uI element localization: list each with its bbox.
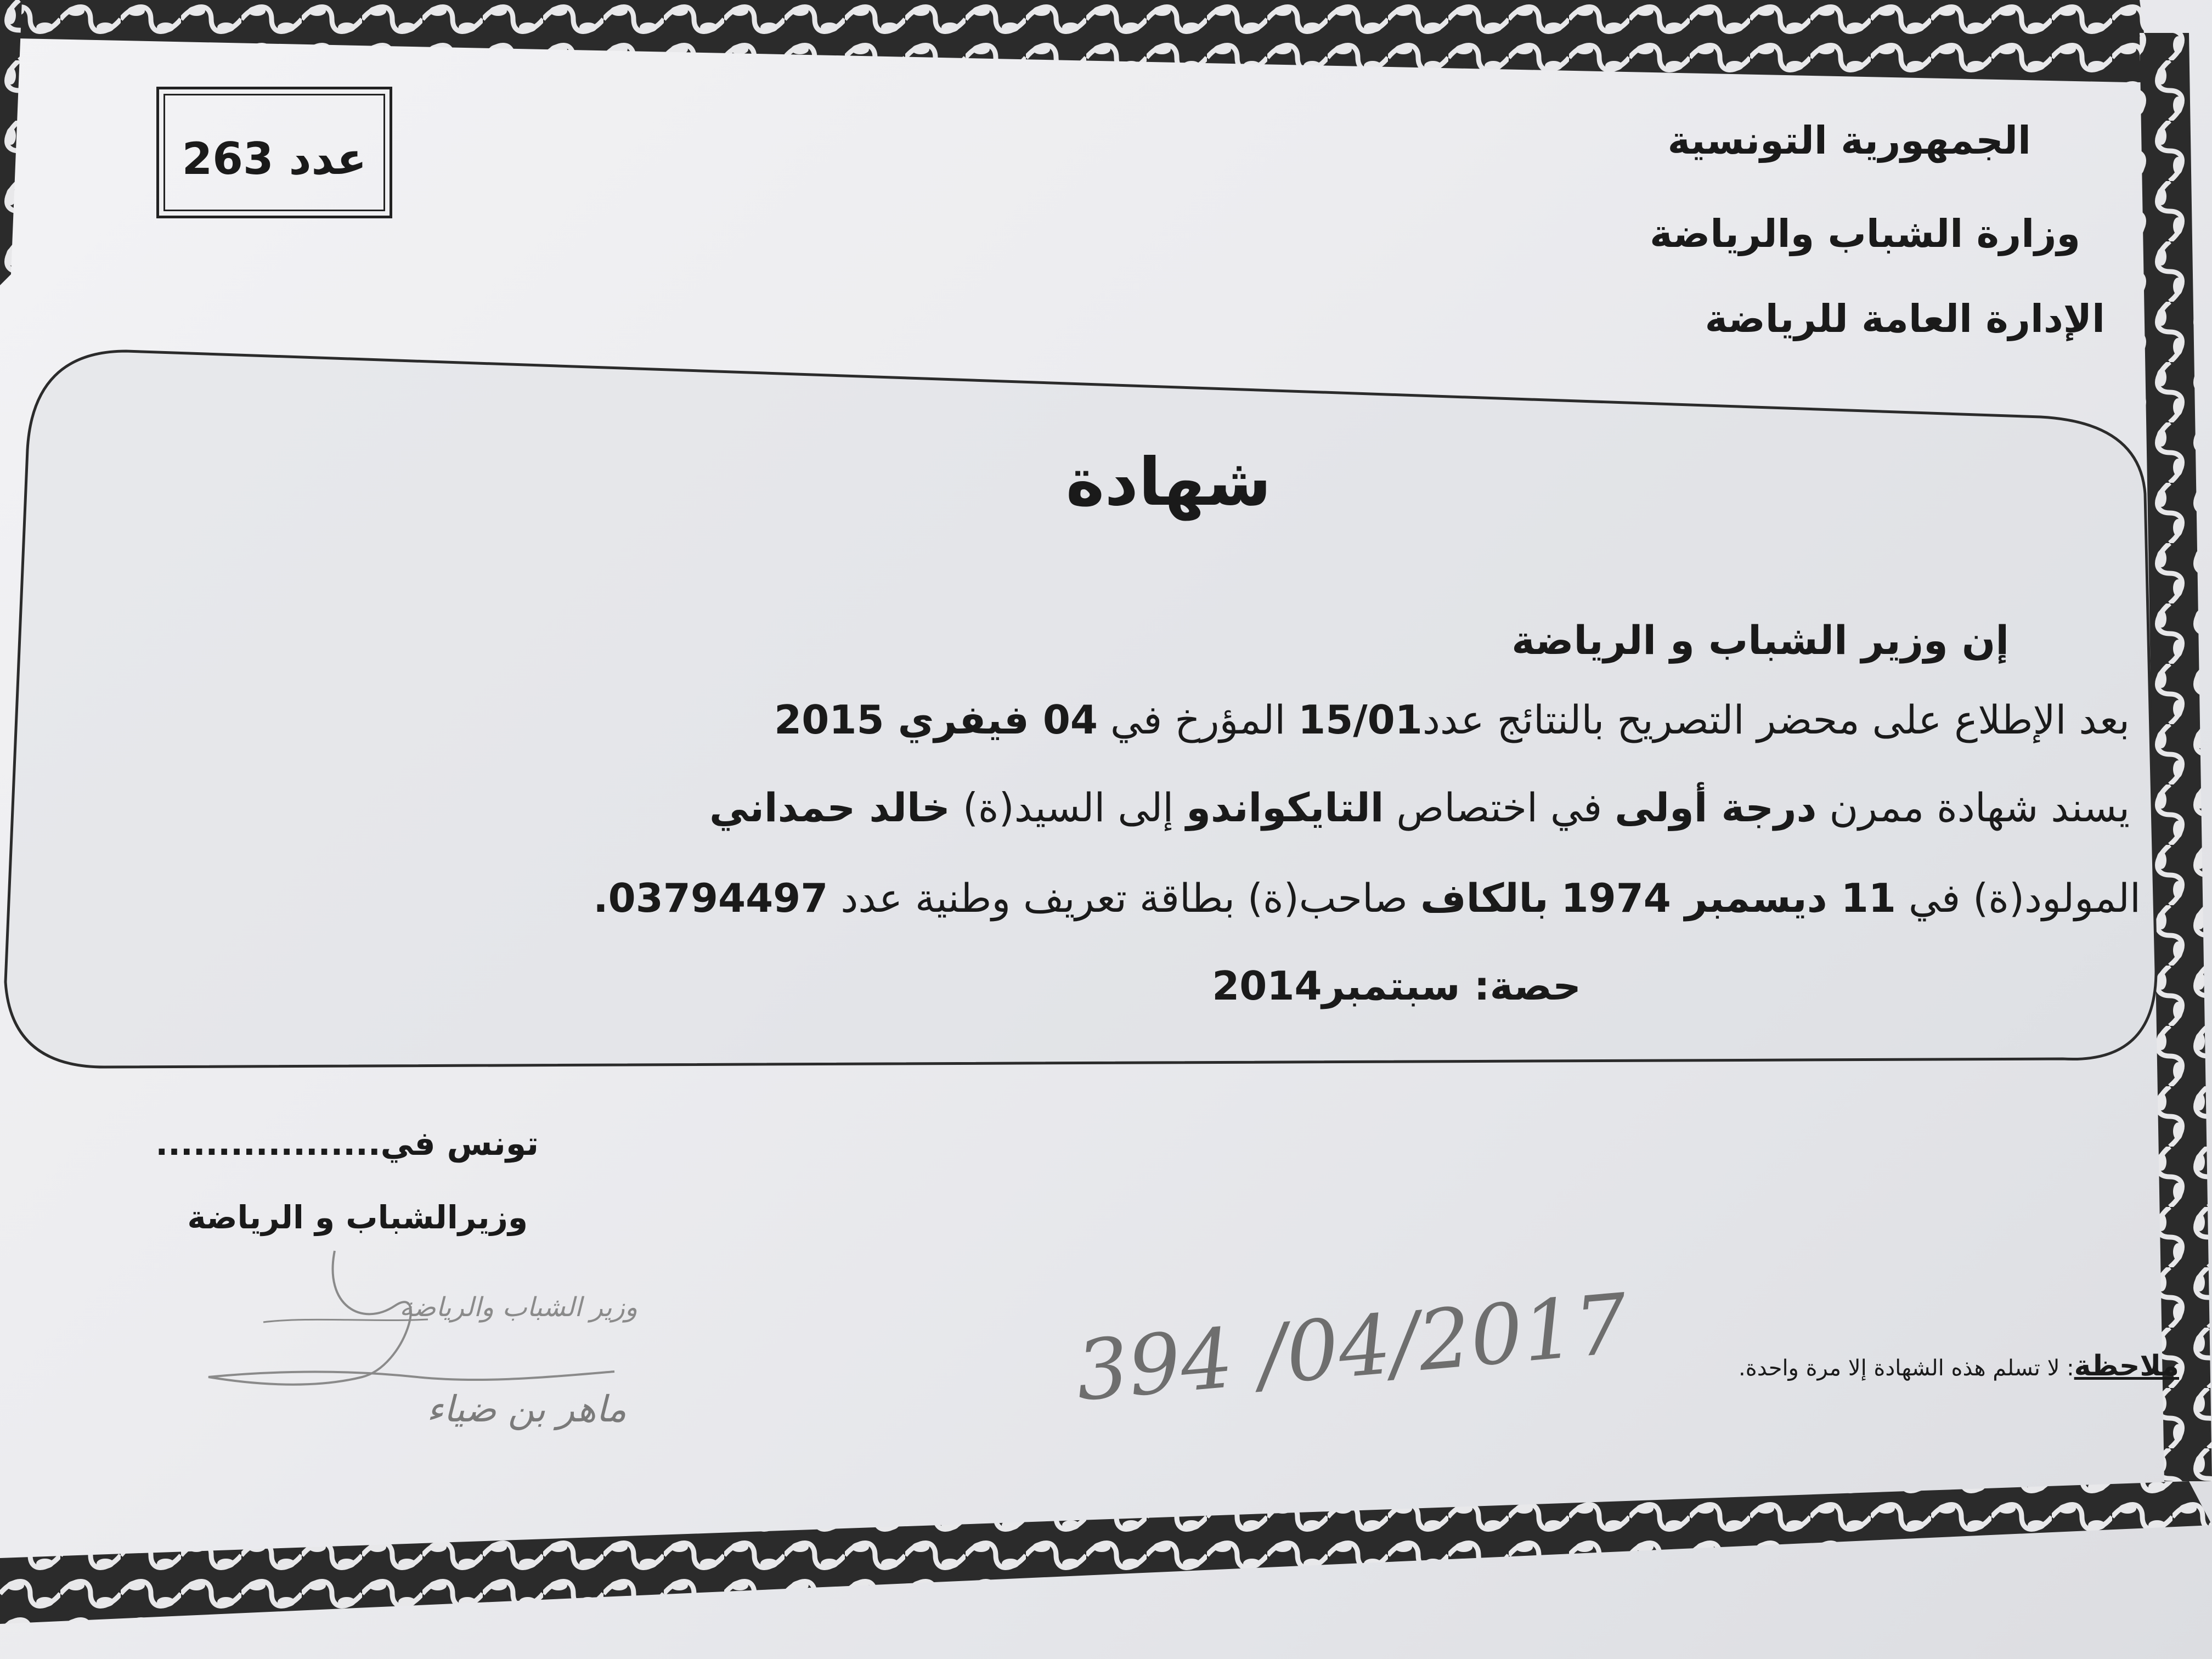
birth-place: بالكاف <box>1420 875 1549 921</box>
serial-value: 263 <box>182 133 274 184</box>
session-label: حصة: <box>1474 963 1581 1009</box>
reference-line <box>774 697 2130 743</box>
stamp-title: وزير الشباب والرياضة <box>399 1292 637 1323</box>
award-middle-2: إلى السيد(ة) <box>950 785 1187 831</box>
note <box>1739 1350 2179 1383</box>
serial-number-box <box>156 87 392 218</box>
award-line <box>709 785 2130 831</box>
identity-line <box>593 875 2141 921</box>
certificate-title: شهادة <box>1065 444 1272 521</box>
reference-prefix: بعد الإطلاع على محضر التصريح بالنتائج عدد <box>1422 697 2130 743</box>
stamp-name: ماهر بن ضياء <box>426 1388 627 1430</box>
identity-middle-2: صاحب(ة) بطاقة تعريف وطنية عدد <box>828 875 1420 921</box>
id-number: 03794497. <box>593 875 828 921</box>
session-value: سبتمبر2014 <box>1212 963 1460 1009</box>
recipient-name: خالد حمداني <box>709 785 950 831</box>
serial-number <box>159 133 390 184</box>
ministry-heading: وزارة الشباب والرياضة <box>1650 211 2080 256</box>
birth-date: 11 ديسمبر 1974 <box>1561 875 1896 921</box>
award-prefix: يسند شهادة ممرن <box>1816 785 2130 831</box>
reference-middle: المؤرخ في <box>1098 697 1299 743</box>
identity-middle-1 <box>1549 875 1561 921</box>
session-line <box>1212 963 1581 1009</box>
place-date-line: تونس في.................. <box>155 1125 539 1163</box>
republic-heading: الجمهورية التونسية <box>1667 118 2031 163</box>
directorate-heading: الإدارة العامة للرياضة <box>1705 296 2105 341</box>
signatory-title: وزيرالشباب و الرياضة <box>187 1199 528 1236</box>
handwritten-date: 394 /04/2017 <box>1072 1276 1632 1420</box>
discipline: التايكواندو <box>1186 785 1384 831</box>
award-middle-1: في اختصاص <box>1384 785 1615 831</box>
report-number: 15/01 <box>1298 697 1423 743</box>
signature-scribble <box>198 1240 691 1470</box>
minister-line: إن وزير الشباب و الرياضة <box>1511 617 2009 663</box>
degree: درجة أولى <box>1615 785 1817 831</box>
identity-prefix: المولود(ة) في <box>1895 875 2141 921</box>
note-text: : لا تسلم هذه الشهادة إلا مرة واحدة. <box>1739 1356 2074 1381</box>
report-date: 04 فيفري 2015 <box>774 697 1098 743</box>
serial-label: عدد <box>289 133 367 184</box>
note-label: ملاحظة <box>2074 1350 2179 1383</box>
